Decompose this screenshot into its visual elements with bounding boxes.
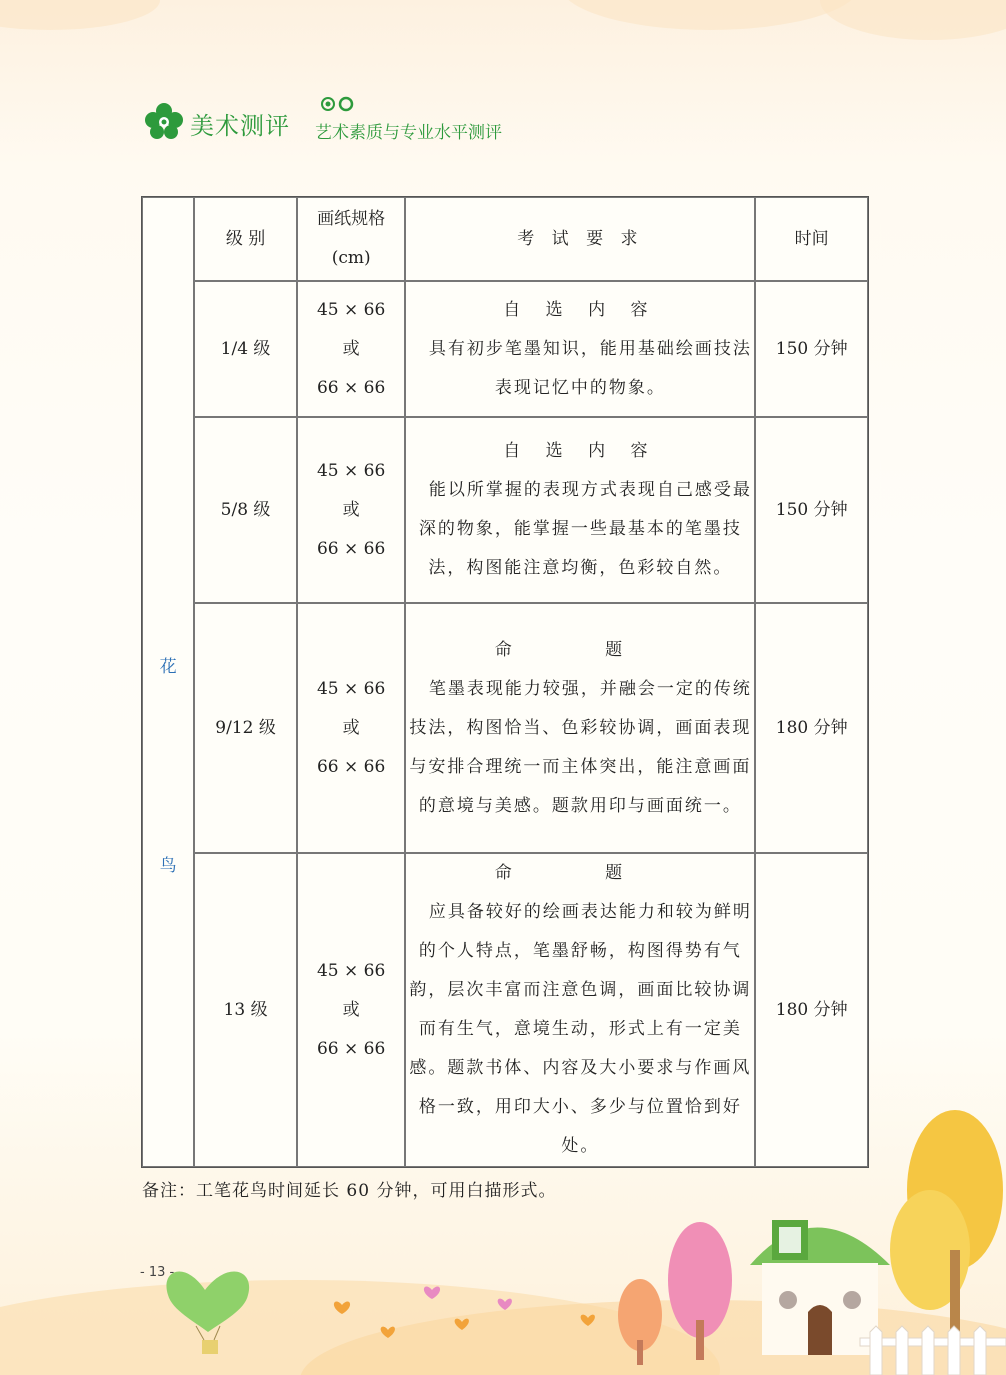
row-time: 180 分钟: [755, 853, 868, 1167]
row-requirements: [405, 281, 755, 417]
row-level: 1/4 级: [194, 281, 297, 417]
row-time: 150 分钟: [755, 281, 868, 417]
size-option-1: 45 × 66: [316, 960, 386, 981]
size-option-2: 66 × 66: [316, 756, 386, 777]
size-or: 或: [342, 717, 360, 738]
row-paper-size: [297, 603, 406, 853]
requirement-text: 应具备较好的绘画表达能力和较为鲜明的个人特点，笔墨舒畅，构图得势有气韵，层次丰富而注意色调，画面比较协调而有生气，意境生动，形式上有一定美感。题款书体、内容及大小要求与作画风格一致，用印大小、多少与位置恰到好处。: [409, 902, 752, 1156]
size-option-2: 66 × 66: [316, 1038, 386, 1059]
header-paper-size: [297, 197, 406, 281]
table-row: [142, 417, 868, 603]
size-option-1: 45 × 66: [316, 299, 386, 320]
category-cell: [142, 197, 194, 1167]
row-requirements: [405, 603, 755, 853]
size-or: 或: [342, 499, 360, 520]
size-option-2: 66 × 66: [316, 538, 386, 559]
size-or: 或: [342, 338, 360, 359]
brand-name: 美术测评: [190, 112, 290, 140]
category-char: 花: [159, 657, 177, 677]
header-time: 时间: [755, 197, 868, 281]
header-requirements: 考 试 要 求: [405, 197, 755, 281]
row-paper-size: [297, 281, 406, 417]
header-paper-line2: (cm): [331, 248, 371, 268]
row-paper-size: [297, 417, 406, 603]
page-number: - 13 -: [140, 1265, 175, 1280]
row-time: 150 分钟: [755, 417, 868, 603]
requirement-text: 具有初步笔墨知识，能用基础绘画技法表现记忆中的物象。: [428, 338, 752, 398]
exam-requirements-table: [141, 196, 869, 1168]
flower-logo-icon: [142, 100, 186, 144]
requirement-text: 能以所掌握的表现方式表现自己感受最深的物象，能掌握一些最基本的笔墨技法，构图能注意均衡，色彩较自然。: [418, 480, 752, 578]
footnote: 备注：工笔花鸟时间延长 60 分钟，可用白描形式。: [142, 1181, 557, 1201]
requirement-title: 自 选 内 容: [503, 441, 658, 461]
background-cloud: [560, 0, 860, 30]
double-circle-icon: [320, 96, 360, 112]
house-icon: [750, 1220, 890, 1355]
background-cloud: [820, 0, 1006, 40]
table-row: [142, 281, 868, 417]
header-level: 级 别: [194, 197, 297, 281]
table-row: [142, 603, 868, 853]
size-option-1: 45 × 66: [316, 460, 386, 481]
requirement-title: 命 题: [494, 863, 667, 883]
size-option-2: 66 × 66: [316, 377, 386, 398]
size-option-1: 45 × 66: [316, 678, 386, 699]
row-level: 5/8 级: [194, 417, 297, 603]
background-cloud: [0, 0, 160, 30]
requirement-title: 自 选 内 容: [503, 299, 658, 320]
category-char: 鸟: [159, 856, 177, 876]
table-header-row: [142, 197, 868, 281]
row-level: 9/12 级: [194, 603, 297, 853]
header-paper-line1: 画纸规格: [317, 209, 386, 229]
row-time: 180 分钟: [755, 603, 868, 853]
requirement-title: 命 题: [494, 639, 667, 660]
requirement-text: 笔墨表现能力较强，并融会一定的传统技法，构图恰当、色彩较协调，画面表现与安排合理统一而主体突出，能注意画面的意境与美感。题款用印与画面统一。: [409, 678, 752, 816]
header-subtitle: 艺术素质与专业水平测评: [315, 123, 502, 143]
row-requirements: [405, 417, 755, 603]
decorative-landscape-illustration: [0, 1100, 1006, 1375]
size-or: 或: [342, 999, 360, 1020]
row-level: 13 级: [194, 853, 297, 1167]
page-header: [142, 92, 562, 148]
